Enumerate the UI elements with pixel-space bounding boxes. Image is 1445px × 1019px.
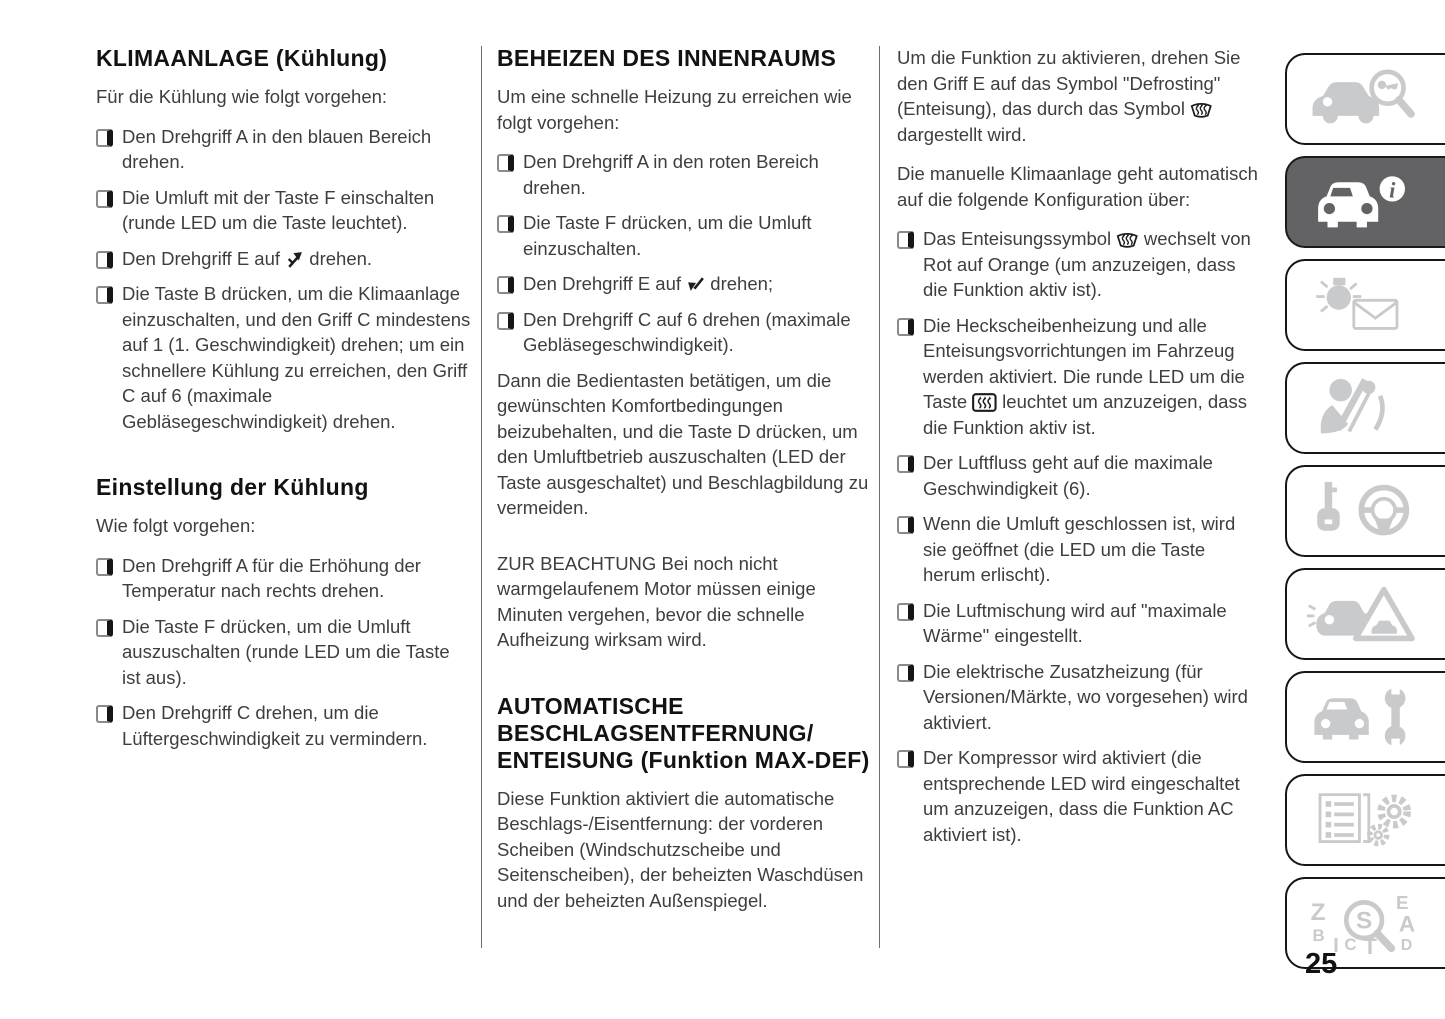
column-3 [897, 45, 1259, 857]
list-item-text: Die Luftmischung wird auf "maximale Wärme" eingestellt. [923, 599, 1227, 646]
list-item-text: Die Heckscheibenheizung und alle Enteisungsvorrichtungen im Fahrzeug werden aktiviert. Die runde LED um die Taste leuchtet um anzuzeigen, dass die Funktion aktiv ist. [923, 314, 1247, 438]
list-item [897, 598, 1259, 649]
paragraph: Dann die Bedientasten betätigen, um die gewünschten Komfortbedingungen beizubehalten, und die Taste D drücken, um den Umluftbetrieb auszuschalten (LED der Taste ausgeschaltet) und Beschlagbildung zu vermeiden. [497, 369, 869, 518]
list-item [96, 246, 472, 272]
list-item-text: Wenn die Umluft geschlossen ist, wird sie geöffnet (die LED um die Taste herum erlischt). [923, 513, 1236, 585]
chapter-tab-car-warning-triangle [1285, 568, 1445, 660]
column-1 [96, 45, 472, 761]
section-heading: AUTOMATISCHE BESCHLAGSENTFERNUNG/ ENTEISUNG (Funktion MAX-DEF) [497, 692, 870, 773]
square-bullet-icon [497, 312, 514, 330]
square-bullet-icon [897, 455, 914, 473]
list-item [96, 185, 472, 236]
list-item [497, 307, 875, 358]
list-item-text: Die Umluft mit der Taste F einschalten (runde LED um die Taste leuchtet). [122, 186, 435, 233]
list-item-text: Den Drehgriff A in den blauen Bereich drehen. [122, 125, 432, 172]
square-bullet-icon [96, 558, 113, 576]
square-bullet-icon [497, 276, 514, 294]
list-item-text: Der Luftfluss geht auf die maximale Geschwindigkeit (6). [923, 452, 1213, 499]
paragraph: Für die Kühlung wie folgt vorgehen: [96, 86, 388, 107]
square-bullet-icon [897, 603, 914, 621]
chapter-tab-car-info [1285, 156, 1445, 248]
chapter-tab-car-key-search [1285, 53, 1445, 145]
column-2 [497, 45, 875, 927]
svg-text:i: i [1389, 177, 1396, 203]
square-bullet-icon [897, 750, 914, 768]
square-bullet-icon [897, 664, 914, 682]
list-item-text: Die elektrische Zusatzheizung (für Versionen/Märkte, wo vorgesehen) wird aktiviert. [923, 660, 1248, 733]
list-item [96, 614, 472, 691]
svg-text:D: D [1400, 937, 1413, 955]
list-item [497, 149, 875, 200]
svg-text:A: A [1398, 911, 1416, 937]
paragraph: Um eine schnelle Heizung zu erreichen wie folgt vorgehen: [497, 86, 852, 133]
column-divider [481, 46, 482, 948]
square-bullet-icon [897, 516, 914, 534]
svg-text:T: T [1363, 933, 1377, 956]
square-bullet-icon [96, 619, 113, 637]
square-bullet-icon [897, 231, 914, 249]
column-divider [879, 46, 880, 948]
svg-text:B: B [1312, 925, 1325, 945]
chapter-tab-list-gears [1285, 774, 1445, 866]
section-heading: Einstellung der Kühlung [96, 474, 369, 500]
page-number: 25 [1305, 948, 1338, 980]
list-item-text: Den Drehgriff E auf drehen; [523, 271, 875, 297]
chapter-tab-airbag-seatbelt [1285, 362, 1445, 454]
list-item [897, 511, 1259, 588]
svg-text:S: S [1355, 907, 1373, 935]
svg-text:Z: Z [1310, 899, 1326, 927]
list-item [897, 659, 1259, 736]
windscreen-defrost-icon [1190, 96, 1212, 122]
list-item-text: Den Drehgriff C drehen, um die Lüftergeschwindigkeit zu vermindern. [122, 702, 428, 749]
paragraph: Um die Funktion zu aktivieren, drehen Sie den Griff E auf das Symbol "Defrosting" (Enteisung), das durch das Symbol dargestellt wird. [897, 47, 1241, 145]
air-distribution-up-icon [285, 246, 304, 272]
list-item-text: Das Enteisungssymbol wechselt von Rot auf Orange (um anzuzeigen, dass die Funktion aktiv ist). [923, 228, 1251, 300]
list-item [497, 210, 875, 261]
square-bullet-icon [96, 190, 113, 208]
svg-text:C: C [1344, 935, 1357, 955]
paragraph: Diese Funktion aktiviert die automatische Beschlags-/Eisentfernung: der vorderen Scheiben (Windschutzscheibe und Seitenscheiben), der beheizten Waschdüsen und der beheizten Außenspiegel. [497, 787, 864, 911]
square-bullet-icon [96, 251, 113, 269]
chapter-tab-warning-lights [1285, 259, 1445, 351]
square-bullet-icon [897, 318, 914, 336]
square-bullet-icon [96, 129, 113, 147]
section-heading: KLIMAANLAGE (Kühlung) [96, 45, 388, 71]
note-paragraph: ZUR BEACHTUNG Bei noch nicht warmgelaufenem Motor müssen einige Minuten vergehen, bevor die schnelle Aufheizung wirksam wird. [497, 552, 816, 650]
rear-window-defrost-icon [972, 389, 997, 415]
square-bullet-icon [96, 705, 113, 723]
list-item [497, 271, 875, 297]
chapter-tab-sidebar [1285, 53, 1445, 980]
list-item-text: Der Kompressor wird aktiviert (die entsprechende LED wird eingeschaltet um anzuzeigen, dass die Funktion AC aktiviert ist). [923, 747, 1240, 845]
list-item [897, 745, 1259, 847]
list-item [897, 226, 1259, 303]
paragraph: Die manuelle Klimaanlage geht automatisch auf die folgende Konfiguration über: [897, 163, 1258, 210]
list-item-text: Die Taste B drücken, um die Klimaanlage einzuschalten, und den Griff C mindestens auf 1 (1. Geschwindigkeit) drehen; um ein schnellere Kühlung zu erreichen, den Griff C auf 6 (maximale Gebläsegeschwindigkeit) drehen. [122, 283, 471, 432]
list-item [96, 553, 472, 604]
list-item-text: Den Drehgriff E auf drehen. [122, 246, 472, 272]
paragraph: Wie folgt vorgehen: [96, 515, 256, 536]
list-item-text: Die Taste F drücken, um die Umluft einzuschalten. [523, 212, 812, 259]
list-item [96, 700, 472, 751]
windscreen-defrost-icon [1116, 226, 1138, 252]
chapter-tab-car-wrench [1285, 671, 1445, 763]
list-item-text: Den Drehgriff A in den roten Bereich drehen. [523, 151, 819, 198]
list-item-text: Den Drehgriff C auf 6 drehen (maximale Gebläsegeschwindigkeit). [523, 308, 851, 355]
list-item-text: Die Taste F drücken, um die Umluft auszuschalten (runde LED um die Taste ist aus). [122, 615, 450, 688]
square-bullet-icon [497, 215, 514, 233]
square-bullet-icon [96, 286, 113, 304]
svg-text:E: E [1396, 891, 1409, 913]
list-item [96, 124, 472, 175]
list-item-text: Den Drehgriff A für die Erhöhung der Temperatur nach rechts drehen. [122, 554, 421, 601]
list-item [897, 450, 1259, 501]
list-item [96, 281, 472, 434]
list-item [897, 313, 1259, 441]
section-heading: BEHEIZEN DES INNENRAUMS [497, 45, 837, 71]
air-distribution-floor-icon [686, 271, 705, 297]
square-bullet-icon [497, 154, 514, 172]
chapter-tab-key-steering [1285, 465, 1445, 557]
svg-text:I: I [1333, 934, 1339, 956]
